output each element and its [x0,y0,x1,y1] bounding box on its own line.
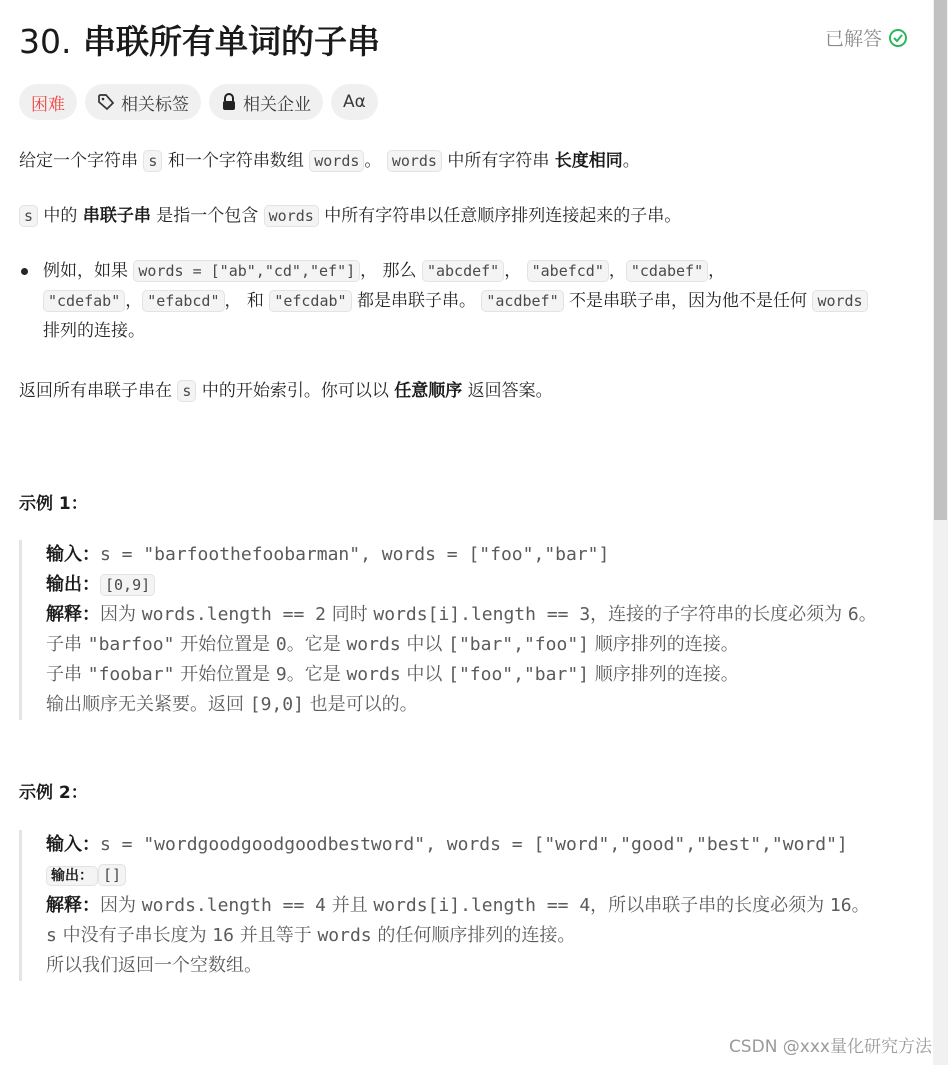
text: 例如，如果 [43,261,134,281]
description-paragraph [19,256,888,346]
text: 排列的连接。 [43,321,145,341]
text: 返回所有串联子串在 [19,381,178,401]
code-text: words.length == 4 [141,895,326,916]
code-text: "barfoo" [87,634,175,655]
inline-code: "acdbef" [481,290,563,312]
bold-text: 输出： [46,574,100,595]
example-block [19,540,898,720]
list-item [19,256,888,346]
text: 开始位置是 [174,664,276,685]
code-text: words[i].length == 4 [373,895,591,916]
scrollbar-thumb[interactable] [934,0,947,520]
text: 。它是 [286,664,347,685]
example-line [46,600,898,630]
text: 。 [851,895,870,916]
bold-text: 长度相同 [554,151,623,171]
code-text: 9 [275,664,287,685]
bold-text: 任意顺序 [394,381,463,401]
description-paragraph [19,376,918,406]
example-line [46,630,898,660]
text: 输出顺序无关紧要。返回 [46,694,250,715]
description-paragraph [19,201,918,231]
text: 并且等于 [233,925,318,946]
text: 和一个字符串数组 [162,151,310,171]
inline-code: words [264,205,319,227]
difficulty-badge[interactable]: 困难 [19,84,77,120]
text: 。它是 [286,634,347,655]
text: 中的 [38,206,83,226]
text: 中所有字符串以任意顺序排列连接起来的子串。 [318,206,682,226]
bold-text: 解释： [46,895,100,916]
text: 中以 [400,634,449,655]
inline-code: s [177,380,196,402]
text: ， 和 [224,291,270,311]
inline-code: words = ["ab","cd","ef"] [133,260,360,282]
text: ， [608,261,626,281]
inline-code: words [812,290,867,312]
code-text: s = "wordgoodgoodgoodbestword", words = ["word","good","best","word"] [100,834,848,855]
code-text: words [346,634,401,655]
text: 不是串联子串，因为他不是任何 [563,291,813,311]
code-text: 16 [212,925,234,946]
code-text: words [317,925,372,946]
example-line [46,951,898,981]
inline-code: s [19,205,38,227]
text: 因为 [100,604,142,625]
text: 同时 [325,604,374,625]
text: 中所有字符串 [441,151,555,171]
inline-code: s [143,150,162,172]
inline-code: "abcdef" [422,260,504,282]
code-text: 6 [847,604,859,625]
example-line [46,570,898,600]
example-heading: 示例 1： [19,494,88,514]
scrollbar[interactable] [933,0,948,1065]
inline-code: [0,9] [100,574,155,596]
problem-title: 30. 串联所有单词的子串 [19,22,380,61]
example-line [46,540,898,570]
text: 中以 [400,664,449,685]
inline-code: words [387,150,442,172]
example-line [46,891,898,921]
text: ， [125,291,143,311]
text: 所以我们返回一个空数组。 [46,955,262,976]
example-line [46,830,898,860]
code-text: "foobar" [87,664,175,685]
bold-text: 解释： [46,604,100,625]
code-text: ["bar","foo"] [448,634,589,655]
text: 也是可以的。 [303,694,418,715]
text: 。 [858,604,877,625]
translate-button[interactable] [331,84,378,120]
text: 顺序排列的连接。 [589,634,739,655]
text: ，连接的子字符串的长度必须为 [590,604,848,625]
example-block [19,830,898,981]
inline-code: "abefcd" [527,260,609,282]
text: 给定一个字符串 [19,151,144,171]
bold-text: 输入： [46,834,100,855]
text: 子串 [46,634,88,655]
text: 顺序排列的连接。 [589,664,739,685]
solved-status: 已解答 [825,24,908,51]
inline-code: [] [98,864,126,886]
inline-code: "cdabef" [626,260,708,282]
text: 中没有子串长度为 [56,925,213,946]
tag-row [19,84,378,120]
example-line [46,860,898,891]
text: 。 [622,151,640,171]
code-text: ["foo","bar"] [448,664,589,685]
text: 的任何顺序排列的连接。 [371,925,576,946]
text: ， [708,261,726,281]
text: 子串 [46,664,88,685]
text: 返回答案。 [462,381,553,401]
code-text: [9,0] [249,694,304,715]
code-text: words [346,664,401,685]
code-text: 16 [829,895,852,916]
watermark: CSDN @xxx量化研究方法 [728,1037,932,1057]
lock-icon [221,93,237,111]
label: 输出： [46,866,98,886]
translate-icon: Aα [343,92,366,112]
description-paragraph [19,146,918,176]
code-text: words.length == 2 [141,604,326,625]
companies-button[interactable]: 相关企业 [209,84,323,120]
inline-code: "efabcd" [142,290,224,312]
text: ， 那么 [360,261,422,281]
text: 都是串联子串。 [351,291,482,311]
inline-code: words [309,150,364,172]
example-heading: 示例 2： [19,783,88,803]
topics-button[interactable]: 相关标签 [85,84,201,120]
text: ，所以串联子串的长度必须为 [590,895,830,916]
code-text: s [46,925,57,946]
bold-text: 输入： [46,544,100,565]
text: 因为 [100,895,142,916]
text: 开始位置是 [174,634,276,655]
inline-code: "efcdab" [269,290,351,312]
check-circle-icon [888,28,908,48]
tag-icon [97,93,115,111]
text: 是指一个包含 [150,206,264,226]
text: 。 [364,151,387,171]
example-line [46,690,898,720]
example-line [46,660,898,690]
example-line [46,921,898,951]
bold-text: 串联子串 [82,206,151,226]
code-text: s = "barfoothefoobarman", words = ["foo","bar"] [100,544,610,565]
text: 中的开始索引。你可以以 [196,381,395,401]
code-text: words[i].length == 3 [373,604,591,625]
text: ， [504,261,527,281]
code-text: 0 [275,634,287,655]
inline-code: "cdefab" [43,290,125,312]
text: 并且 [325,895,374,916]
